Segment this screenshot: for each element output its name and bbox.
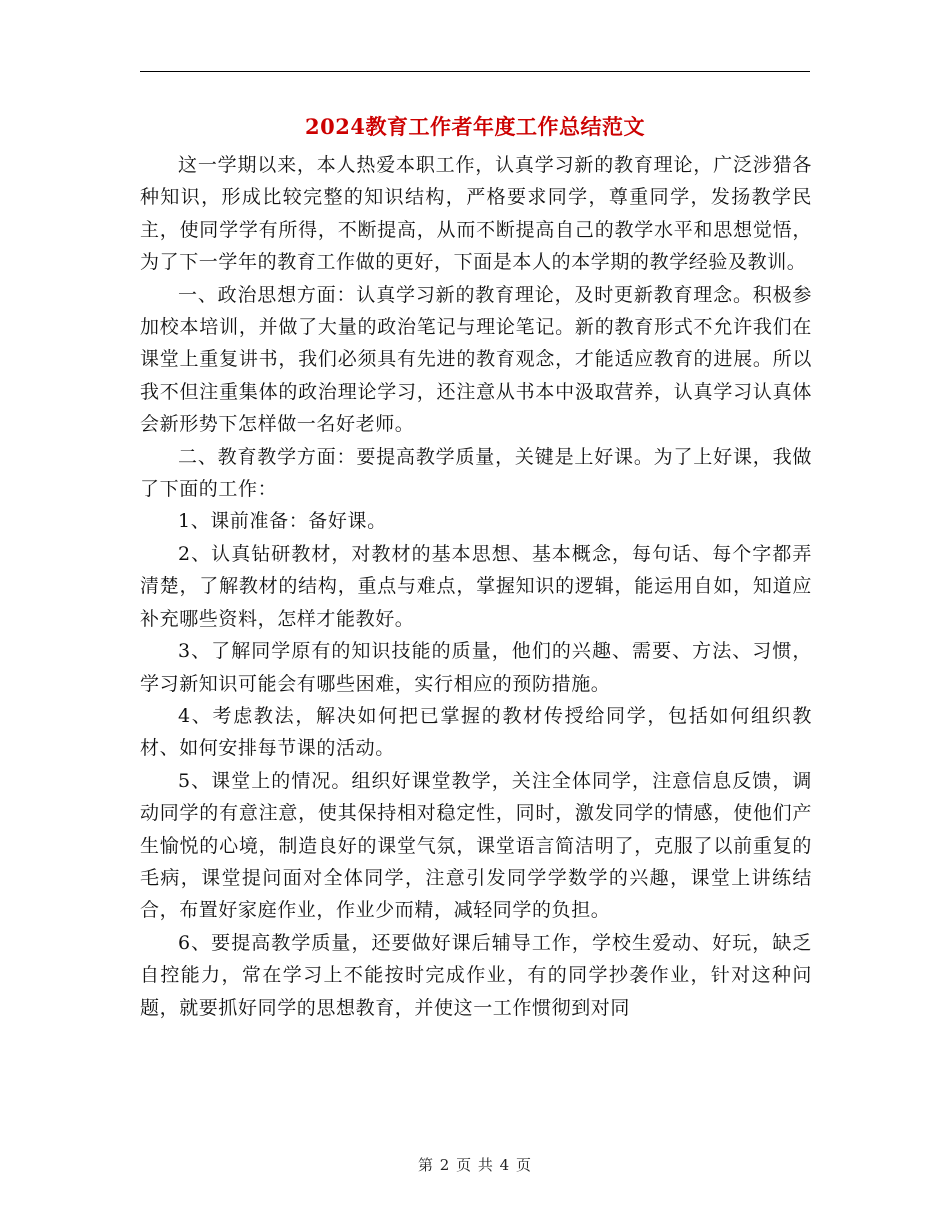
document-body [140,149,812,1024]
paragraph-item-2: 2、认真钻研教材，对教材的基本思想、基本概念，每句话、每个字都弄清楚，了解教材的结构，重点与难点，掌握知识的逻辑，能运用自如，知道应补充哪些资料，怎样才能教好。 [140,542,812,630]
page-number: 第 2 页 共 4 页 [418,1156,532,1174]
paragraph-intro: 这一学期以来，本人热爱本职工作，认真学习新的教育理论，广泛涉猎各种知识，形成比较完整的知识结构，严格要求同学，尊重同学，发扬教学民主，使同学学有所得，不断提高，从而不断提高自己的教学水平和思想觉悟，为了下一学年的教育工作做的更好，下面是本人的本学期的教学经验及教训。 [140,154,812,274]
document-title: 2024教育工作者年度工作总结范文 [305,114,645,139]
paragraph-item-4: 4、考虑教法，解决如何把已掌握的教材传授给同学，包括如何组织教材、如何安排每节课的活动。 [140,704,812,760]
paragraph-teaching: 二、教育教学方面：要提高教学质量，关键是上好课。为了上好课，我做了下面的工作： [140,445,812,501]
paragraph-item-5: 5、课堂上的情况。组织好课堂教学，关注全体同学，注意信息反馈，调动同学的有意注意，使其保持相对稳定性，同时，激发同学的情感，使他们产生愉悦的心境，制造良好的课堂气氛，课堂语言简洁明了，克服了以前重复的毛病，课堂提问面对全体同学，注意引发同学学数学的兴趣，课堂上讲练结合，布置好家庭作业，作业少而精，减轻同学的负担。 [140,769,812,922]
header-rule [140,71,810,72]
paragraph-item-1: 1、课前准备：备好课。 [178,510,387,533]
paragraph-item-3: 3、了解同学原有的知识技能的质量，他们的兴趣、需要、方法、习惯，学习新知识可能会有哪些困难，实行相应的预防措施。 [140,640,812,695]
paragraph-political: 一、政治思想方面：认真学习新的教育理论，及时更新教育理念。积极参加校本培训，并做了大量的政治笔记与理论笔记。新的教育形式不允许我们在课堂上重复讲书，我们必须具有先进的教育观念，才能适应教育的进展。所以我不但注重集体的政治理论学习，还注意从书本中汲取营养，认真学习认真体会新形势下怎样做一名好老师。 [140,283,812,436]
paragraph-item-6: 6、要提高教学质量，还要做好课后辅导工作，学校生爱动、好玩，缺乏自控能力，常在学习上不能按时完成作业，有的同学抄袭作业，针对这种问题，就要抓好同学的思想教育，并使这一工作惯彻到对同 [140,931,812,1019]
